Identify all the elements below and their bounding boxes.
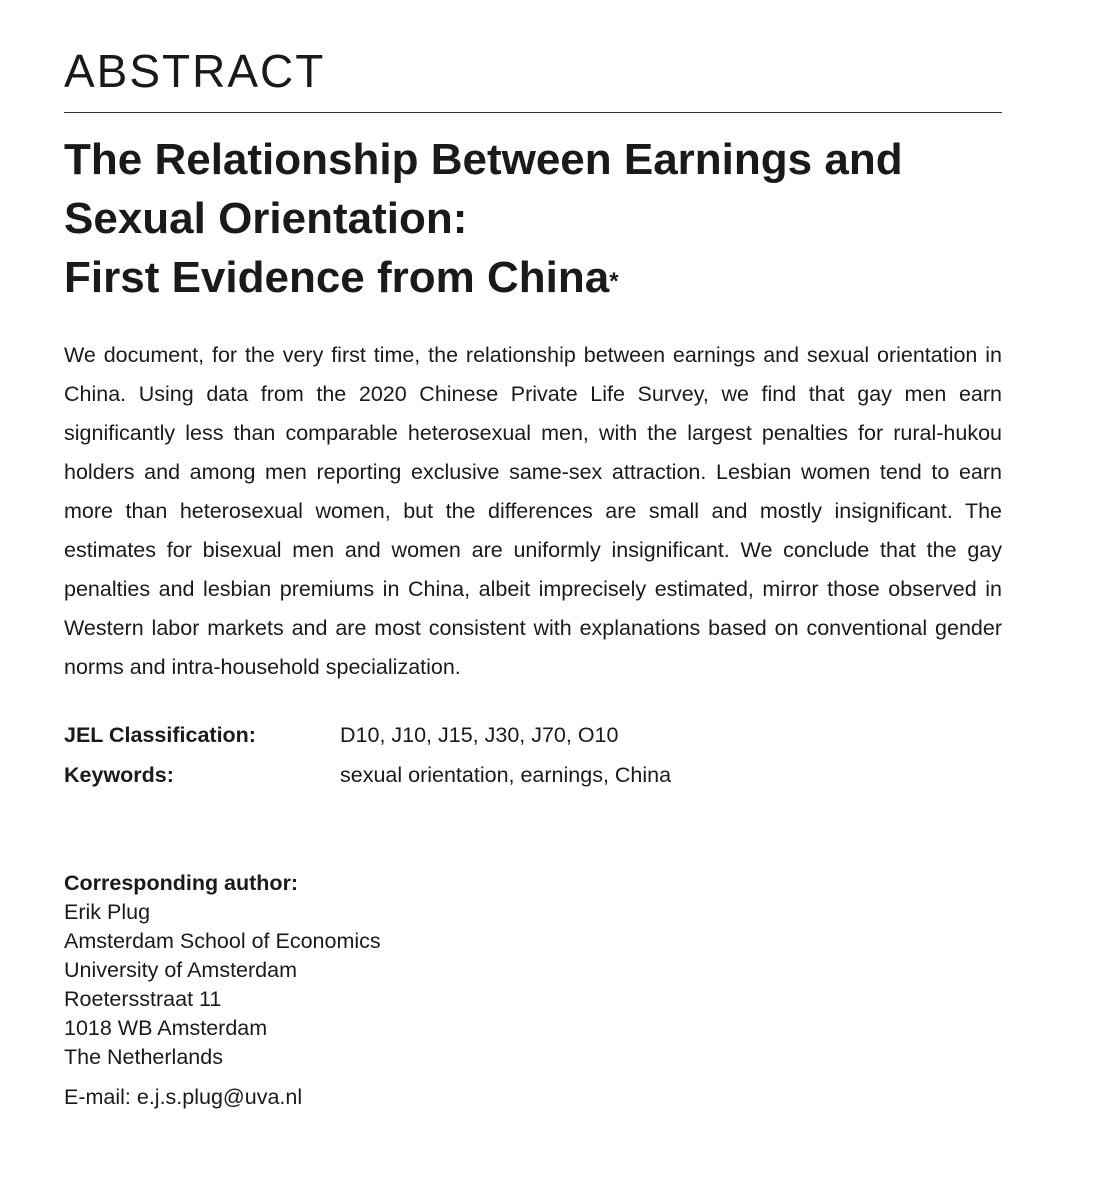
section-heading: ABSTRACT <box>64 45 326 97</box>
abstract-text: We document, for the very first time, the relationship between earnings and sexual orientation in China. Using data from the 2020 Chinese Private Life Survey, we find that gay men earn significantly less than comparable heterosexual men, with the largest penalties for rural-hukou holders and among men reporting exclusive same-sex attraction. Lesbian women tend to earn more than heterosexual women, but the differences are small and mostly insignificant. The estimates for bisexual men and women are uniformly insignificant. We conclude that the gay penalties and lesbian premiums in China, albeit imprecisely estimated, mirror those observed in Western labor markets and are most consistent with explanations based on conventional gender norms and intra-household specialization. <box>64 343 1002 679</box>
title-line-1: The Relationship Between Earnings and <box>64 135 903 184</box>
title-line-2: Sexual Orientation: <box>64 194 468 243</box>
title-line-3 <box>64 248 1002 307</box>
address-line-school: Amsterdam School of Economics <box>64 929 381 953</box>
heading-divider <box>64 112 1002 113</box>
paper-title <box>64 130 1002 307</box>
author-name: Erik Plug <box>64 900 151 924</box>
jel-label: JEL Classification: <box>64 723 256 747</box>
jel-codes: D10, J10, J15, J30, J70, O10 <box>340 723 619 747</box>
title-footnote-mark: * <box>609 268 619 295</box>
title-line-3-text: First Evidence from China <box>64 253 610 302</box>
address-line-city: 1018 WB Amsterdam <box>64 1016 268 1040</box>
address-line-university: University of Amsterdam <box>64 958 297 982</box>
keywords-value: sexual orientation, earnings, China <box>340 763 672 787</box>
address-line-street: Roetersstraat 11 <box>64 987 222 1011</box>
author-email: E-mail: e.j.s.plug@uva.nl <box>64 1085 303 1109</box>
address-line-country: The Netherlands <box>64 1045 223 1069</box>
keywords-label: Keywords: <box>64 763 174 787</box>
corresponding-author <box>64 869 381 1072</box>
corresponding-author-label: Corresponding author: <box>64 871 299 895</box>
